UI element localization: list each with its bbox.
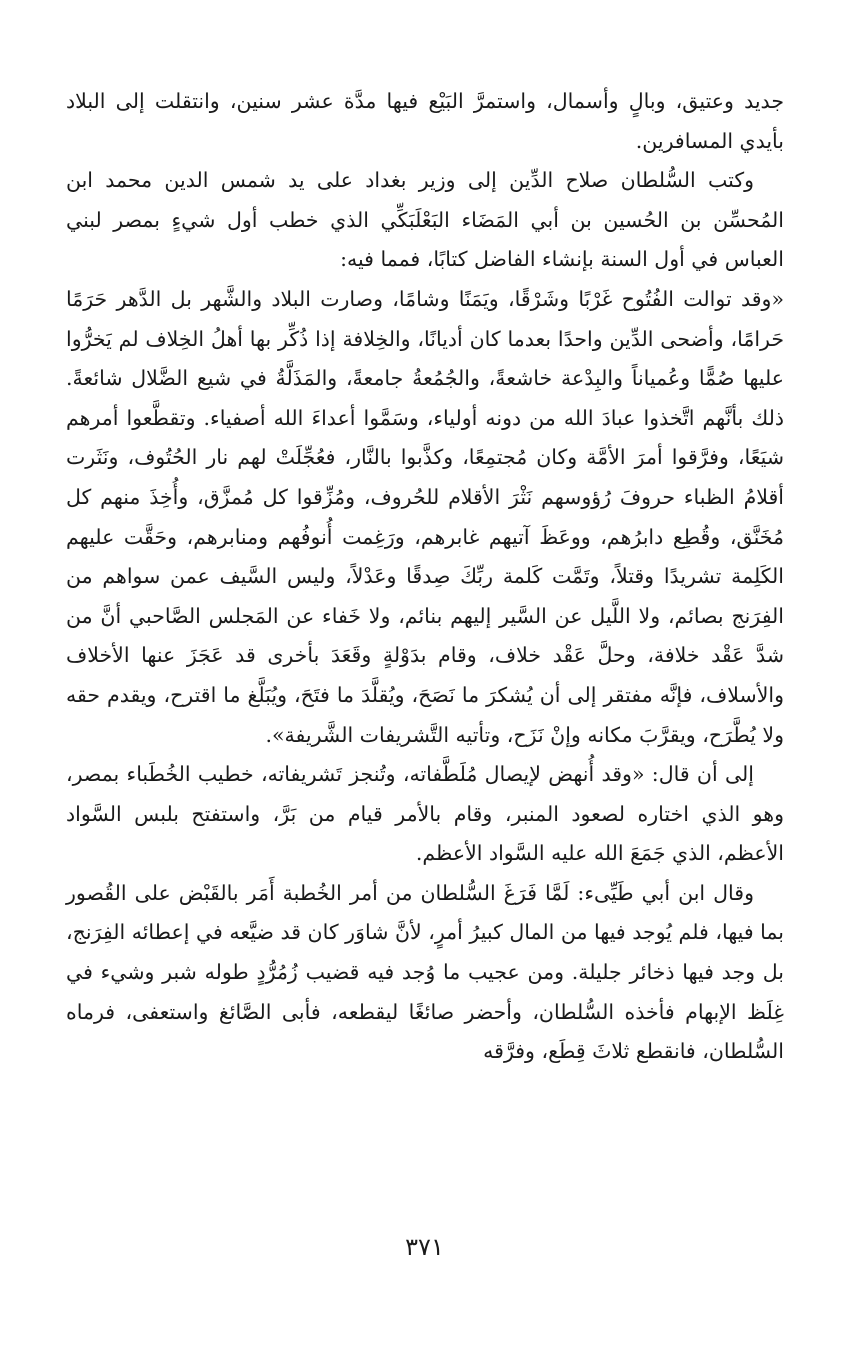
paragraph: وقال ابن أبي طَيِّىء: لَمَّا فَرَغَ السُّلطان من أمر الخُطبة أَمَر بالقَبْض على القُصور بما فيها، فلم يُوجد فيها من المال كبيرُ أمرٍ، لأنَّ شاوَر كان قد ضيَّعه في إعطائه الفِرَنج، بل وجد فيها ذخائر جليلة. ومن عجيب ما وُجد فيه قضيب زُمُرُّدٍ طوله شبر وشيء في غِلَظ الإبهام فأخذه السُّلطان، وأحضر صائغًا ليقطعه، فأبى الصَّائغ واستعفى، فرماه السُّلطان، فانقطع ثلاثَ قِطَع، وفرَّقه	[66, 880, 784, 1064]
page-number: ٣٧١	[405, 1233, 444, 1261]
quoted-letter-paragraph: «وقد توالت الفُتُوح غَرْبًا وشَرْقًا، ويَمَنًا وشامًا، وصارت البلاد والشَّهر بل الدَّهر حَرَمًا حَرامًا، وأضحى الدِّين واحدًا بعدما كان أديانًا، والخِلافة إذا ذُكِّر بها أهلُ الخِلاف لم يَخرُّوا عليها صُمًّا وعُمياناً والبِدْعة خاشعةً، والجُمُعةُ جامعةً، والمَذَلَّةُ في شيع الضَّلال شائعةً. ذلك بأنَّهم اتَّخذوا عبادَ الله من دونه أولياء، وسَمَّوا أعداءَ الله أصفياء. وتقطَّعوا أمرهم شيَعًا، وفرَّقوا أمرَ الأمَّة وكان مُجتمِعًا، وكذَّبوا بالنَّار، فعُجِّلَتْ لهم نار الحُتُوف، ونَثَرت أقلامُ الظباء حروفَ رُؤوسهم نَثْرَ الأقلام للحُروف، ومُزِّقوا كل مُمزَّق، وأُخِذَ منهم كل مُخَنَّق، وقُطِع دابرُهم، ووعَظَ آتيهم غابرهم، ورَغِمت أُنوفُهم ومنابرهم، وحَقَّت عليهم الكَلِمة تشريدًا وقتلاً، وتَمَّت كَلمة ربِّكَ صِدقًا وعَدْلاً، وليس السَّيف عمن سواهم من الفِرَنج بصائم، ولا اللَّيل عن السَّير إليهم بنائم، ولا خَفاء عن المَجلس الصَّاحبي أنَّ من شدَّ عَقْد خلافة، وحلَّ عَقْد خلاف، وقام بدَوْلةٍ وقَعَدَ بأخرى قد عَجَزَ عنها الأخلاف والأسلاف، فإنَّه مفتقر إلى أن يُشكرَ ما نَصَحَ، ويُقلَّدَ ما فتَحَ، ويُبَلَّغ ما اقترح، ويقدم حقه ولا يُطَّرَح، ويقرَّبَ مكانه وإنْ نَزَح، وتأتيه التَّشريفات الشَّريفة».	[66, 286, 784, 747]
paragraph: جديد وعتيق، وبالٍ وأسمال، واستمرَّ البَيْع فيها مدَّة عشر سنين، وانتقلت إلى البلاد بأيدي المسافرين.	[66, 89, 784, 153]
paragraph: إلى أن قال: «وقد أُنهض لإيصال مُلَطَّفاته، وتُنجز تَشريفاته، خطيب الخُطَباء بمصر، وهو الذي اختاره لصعود المنبر، وقام بالأمر قيام من بَرَّ، واستفتح بلبس السَّواد الأعظم، الذي جَمَعَ الله عليه السَّواد الأعظم.	[66, 762, 784, 866]
page-body	[66, 82, 784, 1072]
paragraph: وكتب السُّلطان صلاح الدِّين إلى وزير بغداد على يد شمس الدين محمد ابن المُحسِّن بن الحُسين بن أبي المَضَاء البَعْلَبَكِّي الذي خطب أول شيءٍ بمصر لبني العباس في أول السنة بإنشاء الفاضل كتابًا، فمما فيه:	[66, 168, 784, 272]
